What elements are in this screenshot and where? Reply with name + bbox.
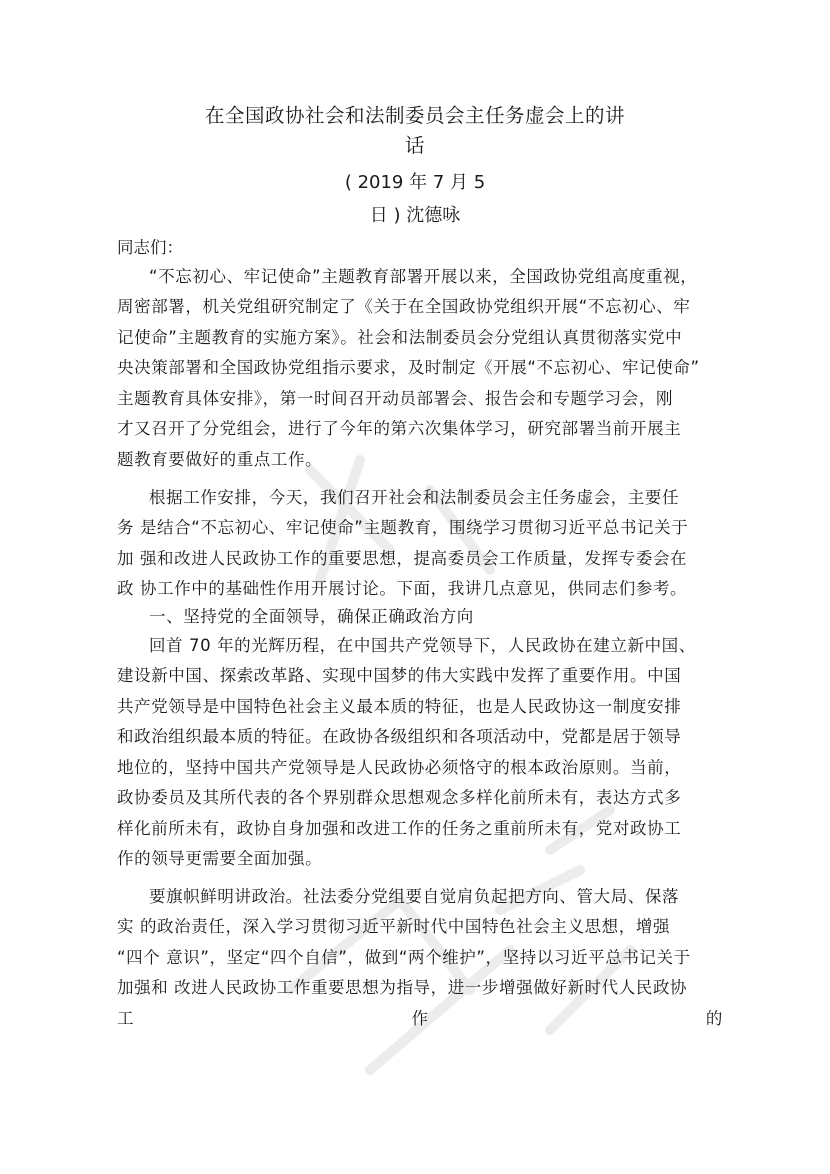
greeting: 同志们： xyxy=(117,238,183,257)
justified-word: 的 xyxy=(705,1009,723,1028)
date-author-line: 日 ) 沈德咏 xyxy=(369,205,461,226)
paragraph-line: 作的领导更需要全面加强。 xyxy=(117,849,323,868)
date-line1: ( 2019 年 7 月 5 xyxy=(344,172,486,193)
paragraph-last-line xyxy=(117,1005,723,1029)
justified-word: 工 xyxy=(117,1009,135,1028)
paragraph-line: 记使命”主题教育的实施方案》。社会和法制委员会分党组认真贯彻落实党中 xyxy=(117,328,683,347)
paragraph-line: “四个 意识”，坚定“四个自信”，做到“两个维护”，坚持以习近平总书记关于 xyxy=(117,948,691,967)
paragraph-line: 周密部署，机关党组研究制定了《关于在全国政协党组织开展“不忘初心、牢 xyxy=(117,297,691,316)
paragraph-line: 样化前所未有，政协自身加强和改进工作的任务之重前所未有，党对政协工 xyxy=(117,819,682,838)
document-title-line1: 在全国政协社会和法制委员会主任务虚会上的讲 xyxy=(204,104,625,127)
paragraph-line: 政 协工作中的基础性作用开展讨论。下面，我讲几点意见，供同志们参考。 xyxy=(117,579,688,598)
document-title-line2: 话 xyxy=(404,134,425,157)
paragraph-line: 共产党领导是中国特色社会主义最本质的特征，也是人民政协这一制度安排 xyxy=(117,697,682,716)
paragraph-line: 要旗帜鲜明讲政治。社法委分党组要自觉肩负起把方向、管大局、保落 xyxy=(149,887,680,906)
paragraph-line: 实 的政治责任，深入学习贯彻习近平新时代中国特色社会主义思想，增强 xyxy=(117,917,671,936)
paragraph-line: 务 是结合“不忘初心、牢记使命”主题教育，围绕学习贯彻习近平总书记关于 xyxy=(117,518,689,537)
paragraph-line: 央决策部署和全国政协党组指示要求，及时制定《开展“不忘初心、牢记使命” xyxy=(117,358,700,377)
paragraph-line: 主题教育具体安排》，第一时间召开动员部署会、报告会和专题学习会，刚 xyxy=(117,389,674,408)
justified-word: 作 xyxy=(411,1009,429,1028)
paragraph-line: 根据工作安排，今天，我们召开社会和法制委员会主任务虚会，主要任 xyxy=(149,488,680,507)
paragraph-line: 才又召开了分党组会，进行了今年的第六次集体学习，研究部署当前开展主 xyxy=(117,419,682,438)
paragraph-line: 题教育要做好的重点工作。 xyxy=(117,450,323,469)
paragraph-line: 建设新中国、探索改革路、实现中国梦的伟大实践中发挥了重要作用。中国 xyxy=(117,666,682,685)
paragraph-line: “不忘初心、牢记使命”主题教育部署开展以来，全国政协党组高度重视， xyxy=(149,267,698,286)
section-heading: 一、坚持党的全面领导，确保正确政治方向 xyxy=(149,607,474,626)
paragraph-line: 加强和 改进人民政协工作重要思想为指导，进一步增强做好新时代人民政协 xyxy=(117,978,688,997)
paragraph-line: 和政治组织最本质的特征。在政协各级组织和各项活动中，党都是居于领导 xyxy=(117,727,682,746)
paragraph-line: 加 强和改进人民政协工作的重要思想，提高委员会工作质量，发挥专委会在 xyxy=(117,549,688,568)
paragraph-line: 地位的，坚持中国共产党领导是人民政协必须恪守的根本政治原则。当前， xyxy=(117,758,682,777)
paragraph-line: 回首 70 年的光辉历程，在中国共产党领导下，人民政协在建立新中国、 xyxy=(149,636,696,655)
paragraph-line: 政协委员及其所代表的各个界别群众思想观念多样化前所未有，表达方式多 xyxy=(117,788,682,807)
